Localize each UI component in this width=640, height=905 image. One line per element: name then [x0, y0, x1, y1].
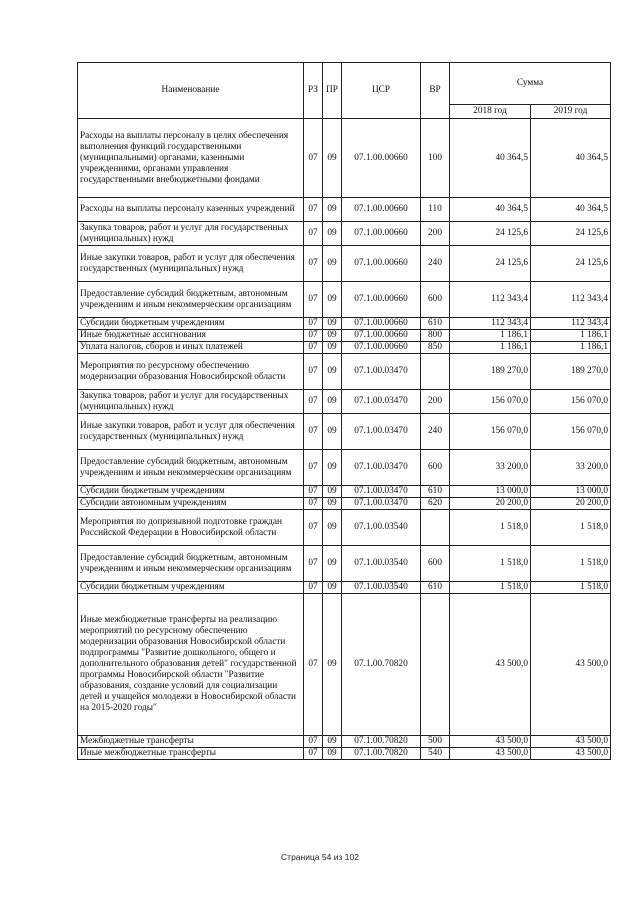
row-rz: 07	[304, 450, 323, 486]
row-sum-2019: 156 070,0	[531, 414, 611, 450]
row-sum-2019: 24 125,6	[531, 222, 611, 246]
row-rz: 07	[304, 510, 323, 546]
row-vr: 600	[421, 282, 450, 318]
row-sum-2018: 1 186,1	[450, 330, 531, 342]
row-name: Закупка товаров, работ и услуг для государственных (муниципальных) нужд	[78, 222, 304, 246]
row-vr: 610	[421, 318, 450, 330]
row-vr: 800	[421, 330, 450, 342]
row-vr	[421, 510, 450, 546]
table-row	[78, 546, 611, 582]
table-row	[78, 354, 611, 390]
row-csr: 07.1.00.00660	[342, 198, 421, 222]
row-csr: 07.1.00.03470	[342, 498, 421, 510]
col-header-pr: ПР	[323, 63, 342, 119]
row-name: Мероприятия по допризывной подготовке граждан Российской Федерации в Новосибирской области	[78, 510, 304, 546]
table-row	[78, 330, 611, 342]
row-sum-2018: 1 186,1	[450, 342, 531, 354]
row-name: Субсидии бюджетным учреждениям	[78, 486, 304, 498]
row-name: Иные межбюджетные трансферты	[78, 748, 304, 760]
row-rz: 07	[304, 582, 323, 594]
row-sum-2019: 43 500,0	[531, 748, 611, 760]
row-rz: 07	[304, 498, 323, 510]
row-rz: 07	[304, 736, 323, 748]
table-row	[78, 450, 611, 486]
row-pr: 09	[323, 546, 342, 582]
table-row	[78, 414, 611, 450]
table-row	[78, 198, 611, 222]
row-name: Иные закупки товаров, работ и услуг для обеспечения государственных (муниципальных) нужд	[78, 414, 304, 450]
row-sum-2018: 189 270,0	[450, 354, 531, 390]
row-pr: 09	[323, 486, 342, 498]
row-sum-2019: 156 070,0	[531, 390, 611, 414]
row-rz: 07	[304, 342, 323, 354]
row-sum-2019: 20 200,0	[531, 498, 611, 510]
row-rz: 07	[304, 354, 323, 390]
row-pr: 09	[323, 318, 342, 330]
table-row	[78, 246, 611, 282]
row-csr: 07.1.00.00660	[342, 246, 421, 282]
row-pr: 09	[323, 330, 342, 342]
row-rz: 07	[304, 222, 323, 246]
table-row	[78, 582, 611, 594]
row-vr: 850	[421, 342, 450, 354]
row-sum-2018: 24 125,6	[450, 246, 531, 282]
row-vr: 100	[421, 119, 450, 198]
table-row	[78, 342, 611, 354]
row-vr: 610	[421, 486, 450, 498]
row-csr: 07.1.00.00660	[342, 282, 421, 318]
row-name: Иные закупки товаров, работ и услуг для обеспечения государственных (муниципальных) нужд	[78, 246, 304, 282]
row-rz: 07	[304, 390, 323, 414]
row-sum-2018: 43 500,0	[450, 736, 531, 748]
row-vr: 200	[421, 222, 450, 246]
row-sum-2018: 112 343,4	[450, 282, 531, 318]
row-name: Субсидии бюджетным учреждениям	[78, 582, 304, 594]
row-sum-2019: 13 000,0	[531, 486, 611, 498]
row-sum-2018: 1 518,0	[450, 546, 531, 582]
page-footer: Страница 54 из 102	[281, 852, 359, 862]
row-csr: 07.1.00.03470	[342, 450, 421, 486]
header-row	[78, 63, 611, 105]
row-vr	[421, 594, 450, 736]
col-header-rz: РЗ	[304, 63, 323, 119]
row-csr: 07.1.00.03470	[342, 390, 421, 414]
row-sum-2018: 156 070,0	[450, 390, 531, 414]
row-pr: 09	[323, 282, 342, 318]
row-pr: 09	[323, 594, 342, 736]
row-vr: 600	[421, 546, 450, 582]
row-sum-2018: 20 200,0	[450, 498, 531, 510]
row-pr: 09	[323, 748, 342, 760]
row-rz: 07	[304, 594, 323, 736]
row-vr: 240	[421, 246, 450, 282]
row-sum-2018: 24 125,6	[450, 222, 531, 246]
row-sum-2019: 112 343,4	[531, 282, 611, 318]
row-pr: 09	[323, 582, 342, 594]
row-sum-2019: 43 500,0	[531, 736, 611, 748]
row-sum-2018: 13 000,0	[450, 486, 531, 498]
row-pr: 09	[323, 342, 342, 354]
row-csr: 07.1.00.03470	[342, 486, 421, 498]
row-rz: 07	[304, 282, 323, 318]
row-vr: 200	[421, 390, 450, 414]
row-name: Уплата налогов, сборов и иных платежей	[78, 342, 304, 354]
row-sum-2018: 1 518,0	[450, 582, 531, 594]
row-csr: 07.1.00.70820	[342, 748, 421, 760]
row-sum-2019: 33 200,0	[531, 450, 611, 486]
row-csr: 07.1.00.03540	[342, 510, 421, 546]
row-rz: 07	[304, 414, 323, 450]
row-sum-2018: 43 500,0	[450, 748, 531, 760]
row-vr: 240	[421, 414, 450, 450]
row-pr: 09	[323, 736, 342, 748]
row-sum-2019: 1 518,0	[531, 546, 611, 582]
row-name: Расходы на выплаты персоналу казенных учреждений	[78, 198, 304, 222]
row-csr: 07.1.00.03540	[342, 582, 421, 594]
row-sum-2018: 43 500,0	[450, 594, 531, 736]
row-rz: 07	[304, 198, 323, 222]
row-sum-2018: 156 070,0	[450, 414, 531, 450]
row-sum-2019: 24 125,6	[531, 246, 611, 282]
row-vr: 610	[421, 582, 450, 594]
row-rz: 07	[304, 330, 323, 342]
row-vr: 540	[421, 748, 450, 760]
row-pr: 09	[323, 354, 342, 390]
row-sum-2019: 40 364,5	[531, 119, 611, 198]
table-body	[78, 119, 611, 760]
table-row	[78, 510, 611, 546]
row-rz: 07	[304, 246, 323, 282]
row-csr: 07.1.00.70820	[342, 736, 421, 748]
table-row	[78, 736, 611, 748]
row-csr: 07.1.00.00660	[342, 119, 421, 198]
col-header-sum: Сумма	[450, 63, 611, 105]
row-name: Межбюджетные трансферты	[78, 736, 304, 748]
row-pr: 09	[323, 414, 342, 450]
row-sum-2019: 43 500,0	[531, 594, 611, 736]
row-name: Предоставление субсидий бюджетным, автономным учреждениям и иным некоммерческим организациям	[78, 546, 304, 582]
row-name: Закупка товаров, работ и услуг для государственных (муниципальных) нужд	[78, 390, 304, 414]
row-csr: 07.1.00.03540	[342, 546, 421, 582]
row-csr: 07.1.00.00660	[342, 222, 421, 246]
row-csr: 07.1.00.00660	[342, 318, 421, 330]
row-vr: 620	[421, 498, 450, 510]
row-sum-2019: 40 364,5	[531, 198, 611, 222]
row-name: Субсидии автономным учреждениям	[78, 498, 304, 510]
row-sum-2019: 1 518,0	[531, 582, 611, 594]
row-pr: 09	[323, 222, 342, 246]
col-header-vr: ВР	[421, 63, 450, 119]
table-row	[78, 119, 611, 198]
row-vr: 600	[421, 450, 450, 486]
row-name: Иные межбюджетные трансферты на реализацию мероприятий по ресурсному обеспечению модернизации образования Новосибирской области подпрограммы "Развитие дошкольного, общего и дополнительного образования детей" государственной программы Новосибирской области "Развитие образования, создание условий для социализации детей и учащейся молодежи в Новосибирской области на 2015-2020 годы"	[78, 594, 304, 736]
row-rz: 07	[304, 318, 323, 330]
row-name: Предоставление субсидий бюджетным, автономным учреждениям и иным некоммерческим организациям	[78, 450, 304, 486]
row-sum-2018: 33 200,0	[450, 450, 531, 486]
row-name: Предоставление субсидий бюджетным, автономным учреждениям и иным некоммерческим организациям	[78, 282, 304, 318]
row-sum-2018: 40 364,5	[450, 119, 531, 198]
table-row	[78, 282, 611, 318]
table-row	[78, 498, 611, 510]
row-sum-2019: 112 343,4	[531, 318, 611, 330]
table-row	[78, 390, 611, 414]
col-header-name: Наименование	[78, 63, 304, 119]
row-rz: 07	[304, 546, 323, 582]
row-csr: 07.1.00.03470	[342, 354, 421, 390]
row-pr: 09	[323, 510, 342, 546]
row-name: Иные бюджетные ассигнования	[78, 330, 304, 342]
row-name: Субсидии бюджетным учреждениям	[78, 318, 304, 330]
row-name: Расходы на выплаты персоналу в целях обеспечения выполнения функций государственными (муниципальными) органами, казенными учреждениями, органами управления государственными внебюджетными фондами	[78, 119, 304, 198]
row-sum-2018: 40 364,5	[450, 198, 531, 222]
row-sum-2018: 1 518,0	[450, 510, 531, 546]
row-csr: 07.1.00.03470	[342, 414, 421, 450]
col-header-year-2018: 2018 год	[450, 105, 531, 119]
row-sum-2019: 1 186,1	[531, 330, 611, 342]
row-vr: 110	[421, 198, 450, 222]
table-row	[78, 748, 611, 760]
row-name: Мероприятия по ресурсному обеспечению модернизации образования Новосибирской области	[78, 354, 304, 390]
budget-table	[77, 62, 611, 760]
row-vr	[421, 354, 450, 390]
row-csr: 07.1.00.00660	[342, 342, 421, 354]
table-row	[78, 222, 611, 246]
row-pr: 09	[323, 498, 342, 510]
table-row	[78, 318, 611, 330]
row-pr: 09	[323, 246, 342, 282]
row-pr: 09	[323, 119, 342, 198]
row-sum-2019: 189 270,0	[531, 354, 611, 390]
row-pr: 09	[323, 390, 342, 414]
col-header-csr: ЦСР	[342, 63, 421, 119]
row-rz: 07	[304, 748, 323, 760]
row-pr: 09	[323, 450, 342, 486]
row-csr: 07.1.00.00660	[342, 330, 421, 342]
row-csr: 07.1.00.70820	[342, 594, 421, 736]
row-rz: 07	[304, 119, 323, 198]
row-sum-2019: 1 518,0	[531, 510, 611, 546]
col-header-year-2019: 2019 год	[531, 105, 611, 119]
row-sum-2019: 1 186,1	[531, 342, 611, 354]
table-row	[78, 594, 611, 736]
row-vr: 500	[421, 736, 450, 748]
row-rz: 07	[304, 486, 323, 498]
table-row	[78, 486, 611, 498]
row-sum-2018: 112 343,4	[450, 318, 531, 330]
row-pr: 09	[323, 198, 342, 222]
